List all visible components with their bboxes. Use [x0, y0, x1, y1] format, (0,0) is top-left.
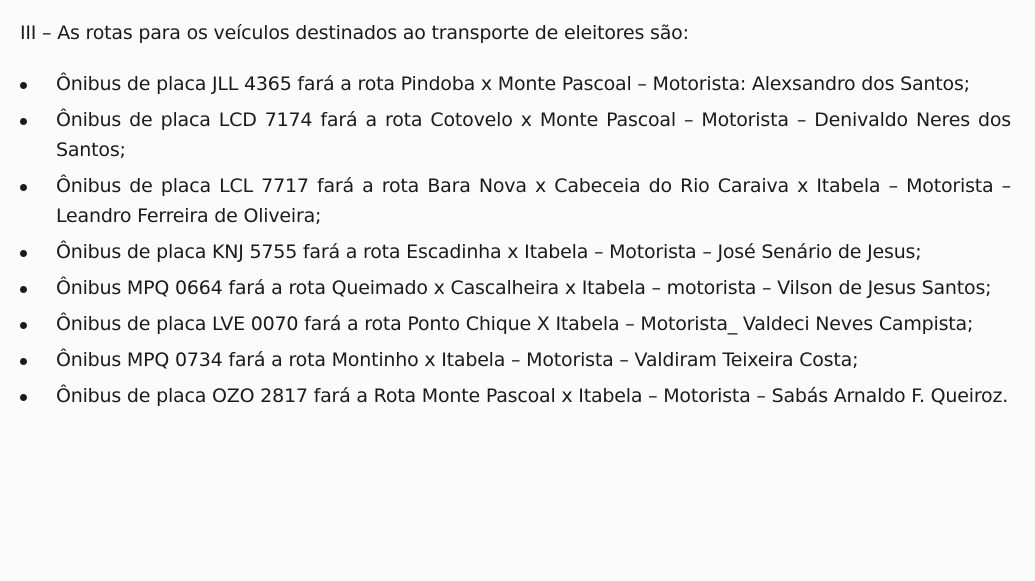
route-text: Ônibus de placa OZO 2817 fará a Rota Monte Pascoal x Itabela – Motorista – Sabás Arnaldo F. Queiroz.: [56, 385, 1009, 407]
route-text: Ônibus de placa JLL 4365 fará a rota Pindoba x Monte Pascoal – Motorista: Alexsandro dos Santos;: [56, 73, 970, 95]
section-heading: III – As rotas para os veículos destinados ao transporte de eleitores são:: [20, 22, 689, 44]
list-item: [0, 381, 1035, 411]
route-text: Ônibus de placa LCD 7174 fará a rota Cotovelo x Monte Pascoal – Motorista – Denivaldo Neres dos Santos;: [56, 109, 1011, 161]
route-text: Ônibus MPQ 0734 fará a rota Montinho x Itabela – Motorista – Valdiram Teixeira Costa;: [56, 349, 859, 371]
bullet-icon: [20, 394, 27, 401]
bullet-icon: [20, 184, 27, 191]
routes-list: [0, 69, 1035, 411]
list-item: [0, 171, 1035, 231]
route-text: Ônibus de placa KNJ 5755 fará a rota Escadinha x Itabela – Motorista – José Senário de Jesus;: [56, 241, 922, 263]
route-text: Ônibus de placa LCL 7717 fará a rota Bara Nova x Cabeceia do Rio Caraiva x Itabela – Motorista – Leandro Ferreira de Oliveira;: [56, 175, 1011, 227]
list-item: [0, 105, 1035, 165]
bullet-icon: [20, 250, 27, 257]
bullet-icon: [20, 118, 27, 125]
list-item: [0, 237, 1035, 267]
list-item: [0, 309, 1035, 339]
bullet-icon: [20, 286, 27, 293]
list-item: [0, 273, 1035, 303]
route-text: Ônibus MPQ 0664 fará a rota Queimado x Cascalheira x Itabela – motorista – Vilson de Jesus Santos;: [56, 277, 992, 299]
route-text: Ônibus de placa LVE 0070 fará a rota Ponto Chique X Itabela – Motorista_ Valdeci Neves Campista;: [56, 313, 974, 335]
list-item: [0, 345, 1035, 375]
list-item: [0, 69, 1035, 99]
bullet-icon: [20, 82, 27, 89]
bullet-icon: [20, 322, 27, 329]
bullet-icon: [20, 358, 27, 365]
